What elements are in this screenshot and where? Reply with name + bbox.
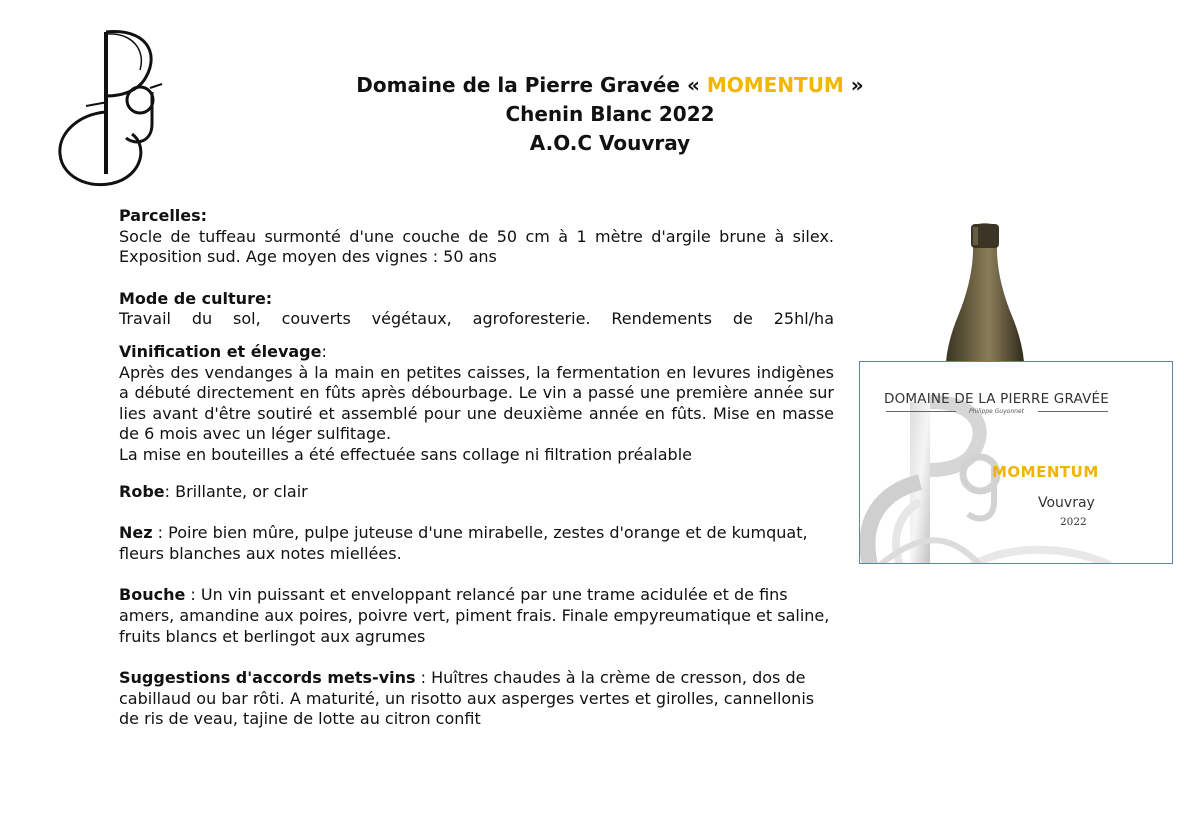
label-subtitle: Philippe Guyonnet	[969, 408, 1024, 415]
label-cuvee: MOMENTUM	[992, 463, 1099, 481]
parcelles-text: Socle de tuffeau surmonté d'une couche de 50 cm à 1 mètre d'argile brune à silex. Exposition sud. Age moyen des vignes : 50 ans	[119, 226, 834, 267]
vinification-text-2: La mise en bouteilles a été effectuée sans collage ni filtration préalable	[119, 444, 692, 464]
label-year: 2022	[1060, 516, 1087, 528]
vinification-text: Après des vendanges à la main en petites caisses, la fermentation en levures indigènes a débuté directement en fûts après débourbage. Le vin a passé une première année sur lies avant d'être soutiré et assemblé pour une deuxième année en fûts. Mise en masse de 6 mois avec un léger sulfitage.	[119, 362, 834, 444]
culture-heading: Mode de culture:	[119, 288, 273, 308]
section-bouche	[119, 585, 834, 647]
title-line-1	[230, 71, 990, 100]
bouche-heading: Bouche	[119, 585, 186, 605]
vinification-heading	[119, 342, 834, 363]
vinification-heading-colon: :	[321, 341, 327, 361]
tasting-notes	[119, 206, 834, 730]
section-nez	[119, 523, 809, 564]
cuvee-name: MOMENTUM	[706, 73, 844, 97]
section-culture	[119, 289, 834, 330]
nez-heading: Nez	[119, 523, 153, 543]
document-header	[230, 71, 990, 158]
title-suffix: »	[843, 73, 864, 97]
robe-text: : Brillante, or clair	[164, 481, 308, 501]
accords-heading: Suggestions d'accords mets-vins	[119, 668, 416, 688]
wine-bottle-icon	[940, 220, 1030, 362]
parcelles-heading: Parcelles:	[119, 206, 208, 225]
pg-monogram-logo	[50, 22, 178, 194]
label-appellation: Vouvray	[1038, 495, 1095, 511]
vinification-heading-text: Vinification et élevage	[119, 341, 322, 361]
section-vinification	[119, 342, 834, 466]
accords-text: : Huîtres chaudes à la crème de cresson, dos de cabillaud ou bar rôti. A maturité, un risotto aux asperges vertes et girolles, cannellonis de ris de veau, tajine de lotte au citron confit	[119, 668, 815, 729]
title-line-3: A.O.C Vouvray	[529, 131, 691, 155]
bottle-label	[859, 361, 1173, 564]
label-domaine-name: DOMAINE DE LA PIERRE GRAVÉE	[884, 391, 1109, 407]
section-parcelles	[119, 206, 834, 268]
robe-heading: Robe	[119, 481, 165, 501]
title-prefix: Domaine de la Pierre Gravée «	[356, 73, 707, 97]
title-line-2: Chenin Blanc 2022	[505, 102, 715, 126]
nez-text: : Poire bien mûre, pulpe juteuse d'une mirabelle, zestes d'orange et de kumquat, fleurs blanches aux notes miellées.	[119, 523, 808, 563]
section-robe	[119, 482, 834, 503]
section-accords	[119, 668, 834, 730]
bouche-text: : Un vin puissant et enveloppant relancé par une trame acidulée et de fins amers, amandine aux poires, poivre vert, piment frais. Finale empyreumatique et saline, fruits blancs et berlingot aux agrumes	[119, 585, 830, 646]
culture-text: Travail du sol, couverts végétaux, agroforesterie. Rendements de 25hl/ha	[119, 309, 834, 329]
